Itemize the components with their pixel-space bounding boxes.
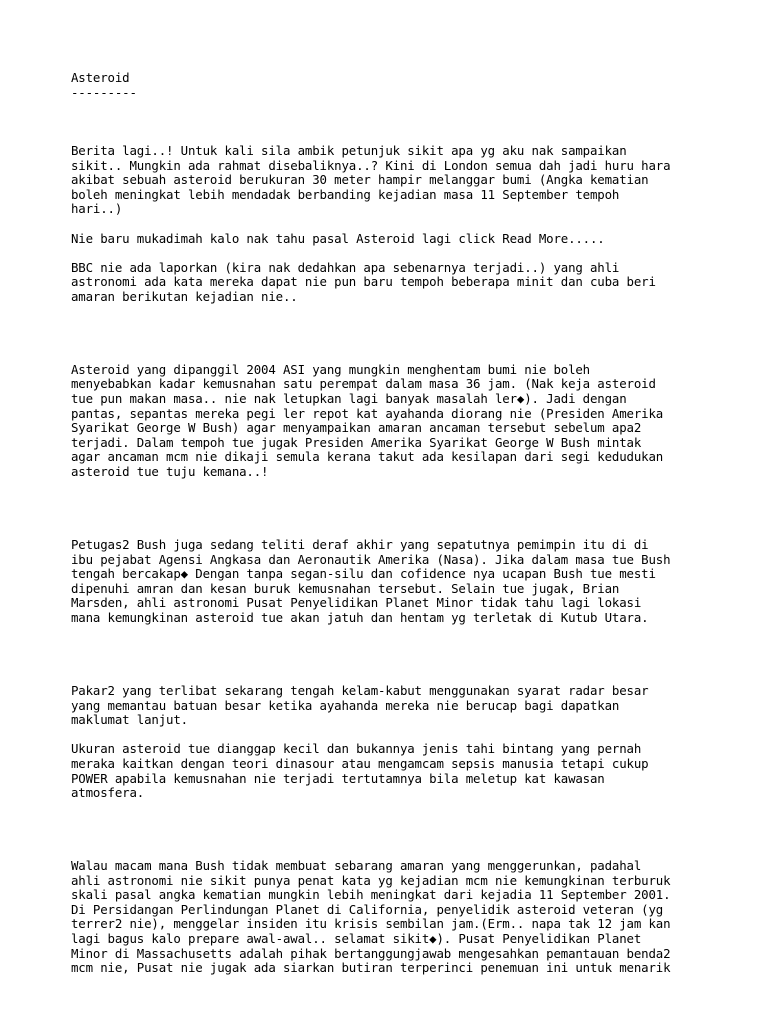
paragraph-line: mana kemungkinan asteroid tue akan jatuh dan hentam yg terletak di Kutub Utara.: [71, 609, 649, 625]
paragraph-line: terjadi. Dalam tempoh tue jugak Presiden Amerika Syarikat George W Bush mintak: [71, 434, 642, 450]
paragraph-line: Minor di Massachusetts adalah pihak bertanggungjawab mengesahkan pemantauan benda2: [71, 945, 671, 961]
paragraph-line: Pakar2 yang terlibat sekarang tengah kelam-kabut menggunakan syarat radar besar: [71, 682, 649, 698]
blank-line: [71, 640, 711, 655]
paragraph-line: amaran berikutan kejadian nie..: [71, 288, 298, 304]
blank-line: [71, 348, 711, 363]
paragraph-line: dipenuhi amran dan kesan buruk kemusnahan tersebut. Selain tue jugak, Brian: [71, 580, 620, 596]
blank-line: [71, 509, 711, 524]
blank-line: [71, 494, 711, 509]
paragraph: [71, 144, 711, 217]
blank-line: [71, 319, 711, 334]
blank-line: [71, 480, 711, 495]
paragraph-line: tengah bercakap◆ Dengan tanpa segan-silu dan cofidence nya ucapan Bush tue mesti: [71, 566, 656, 582]
paragraph-line: Ukuran asteroid tue dianggap kecil dan bukannya jenis tahi bintang yang pernah: [71, 741, 642, 757]
paragraph-line: [71, 100, 711, 115]
paragraph-line: boleh meningkat lebih mendadak berbanding kejadian masa 11 September tempoh: [71, 186, 620, 202]
spacer-block: [71, 100, 711, 144]
paragraph-line: Nie baru mukadimah kalo nak tahu pasal Asteroid lagi click Read More.....: [71, 230, 605, 246]
paragraph-line: terrer2 nie), menggelar insiden itu krisis sembilan jam.(Erm.. napa tak 12 jam kan: [71, 916, 671, 932]
title-underline: ---------: [71, 84, 137, 100]
blank-line: [71, 844, 711, 859]
paragraph-line: mcm nie, Pusat nie jugak ada siarkan butiran terperinci penemuan ini untuk menarik: [71, 960, 671, 976]
paragraph-line: agar ancaman mcm nie dikaji semula kerana takut ada kesilapan dari segi kedudukan: [71, 449, 664, 465]
paragraph-line: maklumat lanjut.: [71, 712, 188, 728]
blank-line: [71, 246, 711, 261]
paragraph-line: Marsden, ahli astronomi Pusat Penyelidikan Planet Minor tidak tahu lagi lokasi: [71, 595, 642, 611]
paragraph-line: menyebabkan kadar kemusnahan satu perempat dalam masa 36 jam. (Nak keja asteroid: [71, 376, 656, 392]
paragraph-line: Berita lagi..! Untuk kali sila ambik petunjuk sikit apa yg aku nak sampaikan: [71, 142, 627, 158]
paragraph-line: akibat sebuah asteroid berukuran 30 meter hampir melanggar bumi (Angka kematian: [71, 172, 649, 188]
blank-line: [71, 815, 711, 830]
blank-line: [71, 801, 711, 816]
paragraph: [71, 363, 711, 480]
blank-line: [71, 626, 711, 641]
paragraph-line: lagi bagus kalo prepare awal-awal.. selamat sikit◆). Pusat Penyelidikan Planet: [71, 931, 642, 947]
paragraph-line: Asteroid yang dipanggil 2004 ASI yang mungkin menghentam bumi nie boleh: [71, 361, 590, 377]
paragraph-line: ibu pejabat Agensi Angkasa dan Aeronautik Amerika (Nasa). Jika dalam masa tue Bush: [71, 551, 671, 567]
paragraph-container: [71, 100, 711, 976]
paragraph-line: POWER apabila kemusnahan nie terjadi tertutamnya bila meletup kat kawasan: [71, 770, 605, 786]
blank-line: [71, 728, 711, 743]
blank-line: [71, 217, 711, 232]
paragraph: [71, 684, 711, 728]
paragraph-line: Di Persidangan Perlindungan Planet di California, penyelidik asteroid veteran (yg: [71, 901, 664, 917]
paragraph-line: tue pun makan masa.. nie nak letupkan lagi banyak masalah ler◆). Jadi dengan: [71, 391, 627, 407]
paragraph-line: meraka kaitkan dengan teori dinasour atau mengamcam sepsis manusia tetapi cukup: [71, 755, 649, 771]
paragraph-line: atmosfera.: [71, 785, 145, 801]
paragraph-line: yang memantau batuan besar ketika ayahanda mereka nie berucap bagi dapatkan: [71, 697, 620, 713]
paragraph-line: pantas, sepantas mereka pegi ler repot kat ayahanda diorang nie (Presiden Amerika: [71, 405, 664, 421]
document-title: Asteroid: [71, 70, 130, 85]
paragraph-line: BBC nie ada laporkan (kira nak dedahkan apa sebenarnya terjadi..) yang ahli: [71, 259, 620, 275]
blank-line: [71, 334, 711, 349]
paragraph: [71, 538, 711, 626]
document-body: [71, 71, 711, 976]
blank-line: [71, 669, 711, 684]
paragraph-line: astronomi ada kata mereka dapat nie pun baru tempoh beberapa minit dan cuba beri: [71, 274, 656, 290]
paragraph-line: hari..): [71, 201, 123, 217]
paragraph: [71, 261, 711, 305]
paragraph-line: sikit.. Mungkin ada rahmat disebaliknya..? Kini di London semua dah jadi huru hara: [71, 157, 671, 173]
paragraph-line: Walau macam mana Bush tidak membuat sebarang amaran yang menggerunkan, padahal: [71, 858, 642, 874]
paragraph-line: [71, 129, 711, 144]
paragraph: [71, 859, 711, 976]
paragraph-line: ahli astronomi nie sikit punya penat kata yg kejadian mcm nie kemungkinan terburuk: [71, 872, 671, 888]
blank-line: [71, 830, 711, 845]
blank-line: [71, 305, 711, 320]
paragraph-line: Syarikat George W Bush) agar menyampaikan amaran ancaman tersebut sebelum apa2: [71, 420, 642, 436]
blank-line: [71, 655, 711, 670]
blank-line: [71, 523, 711, 538]
paragraph-line: skali pasal angka kematian mungkin lebih meningkat dari kejadia 11 September 2001.: [71, 887, 671, 903]
paragraph: [71, 232, 711, 247]
paragraph-line: asteroid tue tuju kemana..!: [71, 464, 269, 480]
paragraph: [71, 742, 711, 800]
paragraph-line: Petugas2 Bush juga sedang teliti deraf akhir yang sepatutnya pemimpin itu di di: [71, 537, 649, 552]
paragraph-line: [71, 115, 711, 130]
